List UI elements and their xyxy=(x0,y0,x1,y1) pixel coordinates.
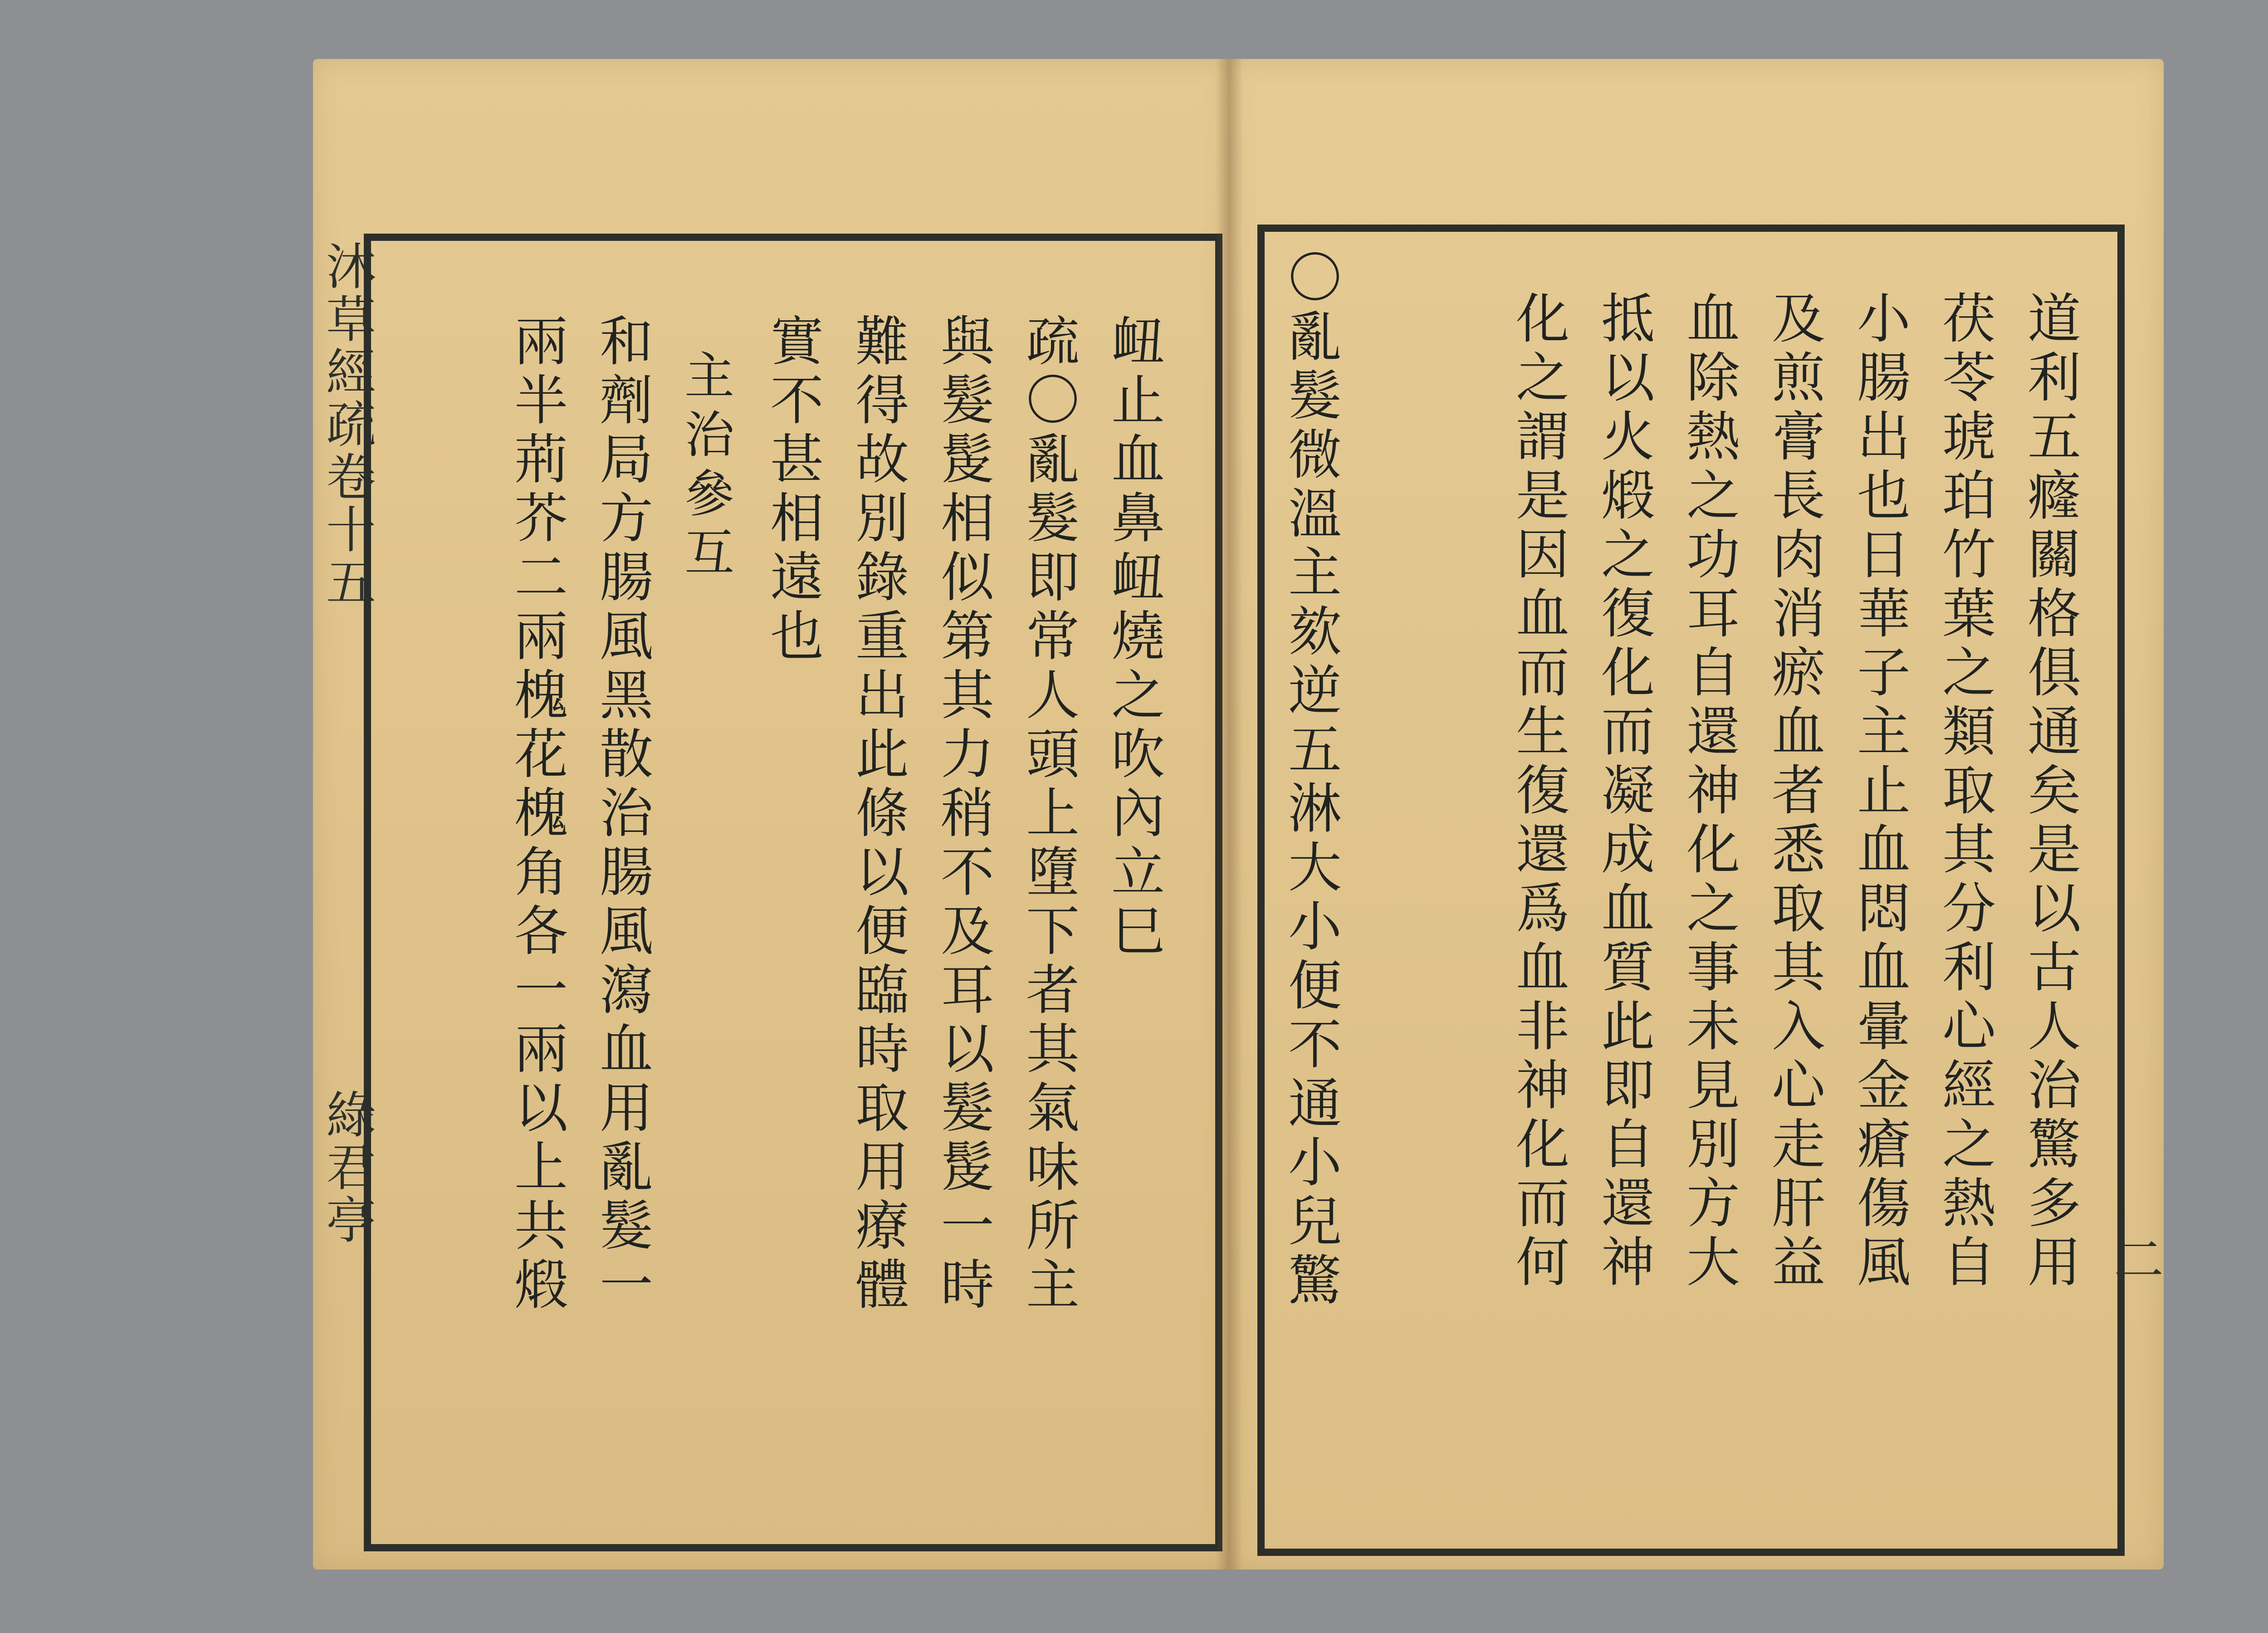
right-column-8: 〇亂髮微溫主欬逆五淋大小便不通小兒驚 xyxy=(1279,249,1342,1311)
margin-title: 沐草經疏卷十五 xyxy=(318,240,376,609)
right-column-6: 抵以火煅之復化而凝成血質此即自還神 xyxy=(1592,290,1655,1293)
page-number: 二 xyxy=(2114,1231,2164,1289)
right-page xyxy=(1229,59,2164,1569)
right-column-1: 道利五癃關格俱通矣是以古人治驚多用 xyxy=(2019,290,2081,1293)
left-column-1: 衄止血鼻衄燒之吹內立巳 xyxy=(1102,313,1165,962)
left-column-4: 難得故別錄重出此條以便臨時取用療體 xyxy=(846,313,909,1315)
open-book xyxy=(313,59,2164,1569)
left-column-2: 疏〇亂髮即常人頭上墮下者其氣味所主 xyxy=(1017,313,1080,1315)
book-fold xyxy=(1216,59,1243,1569)
right-column-7: 化之謂是因血而生復還爲血非神化而何 xyxy=(1507,290,1569,1293)
left-column-6: 主治參互 xyxy=(676,349,734,585)
right-column-4: 及煎膏長肉消瘀血者悉取其入心走肝益 xyxy=(1763,290,1825,1293)
left-column-5: 實不甚相遠也 xyxy=(761,313,824,667)
right-column-3: 小腸出也日華子主止血悶血暈金瘡傷風 xyxy=(1848,290,1911,1293)
left-page xyxy=(313,59,1229,1569)
left-column-3: 與髮髲相似第其力稍不及耳以髮髲一時 xyxy=(932,313,994,1315)
right-column-5: 血除熱之功耳自還神化之事未見別方大 xyxy=(1677,290,1740,1293)
margin-publisher: 綠君亭 xyxy=(318,1089,376,1247)
left-column-7: 和劑局方腸風黑散治腸風瀉血用亂髮一 xyxy=(591,313,653,1315)
left-column-8: 兩半荊芥二兩槐花槐角各一兩以上共煅 xyxy=(505,313,568,1315)
right-column-2: 茯苓琥珀竹葉之類取其分利心經之熱自 xyxy=(1933,290,1996,1293)
